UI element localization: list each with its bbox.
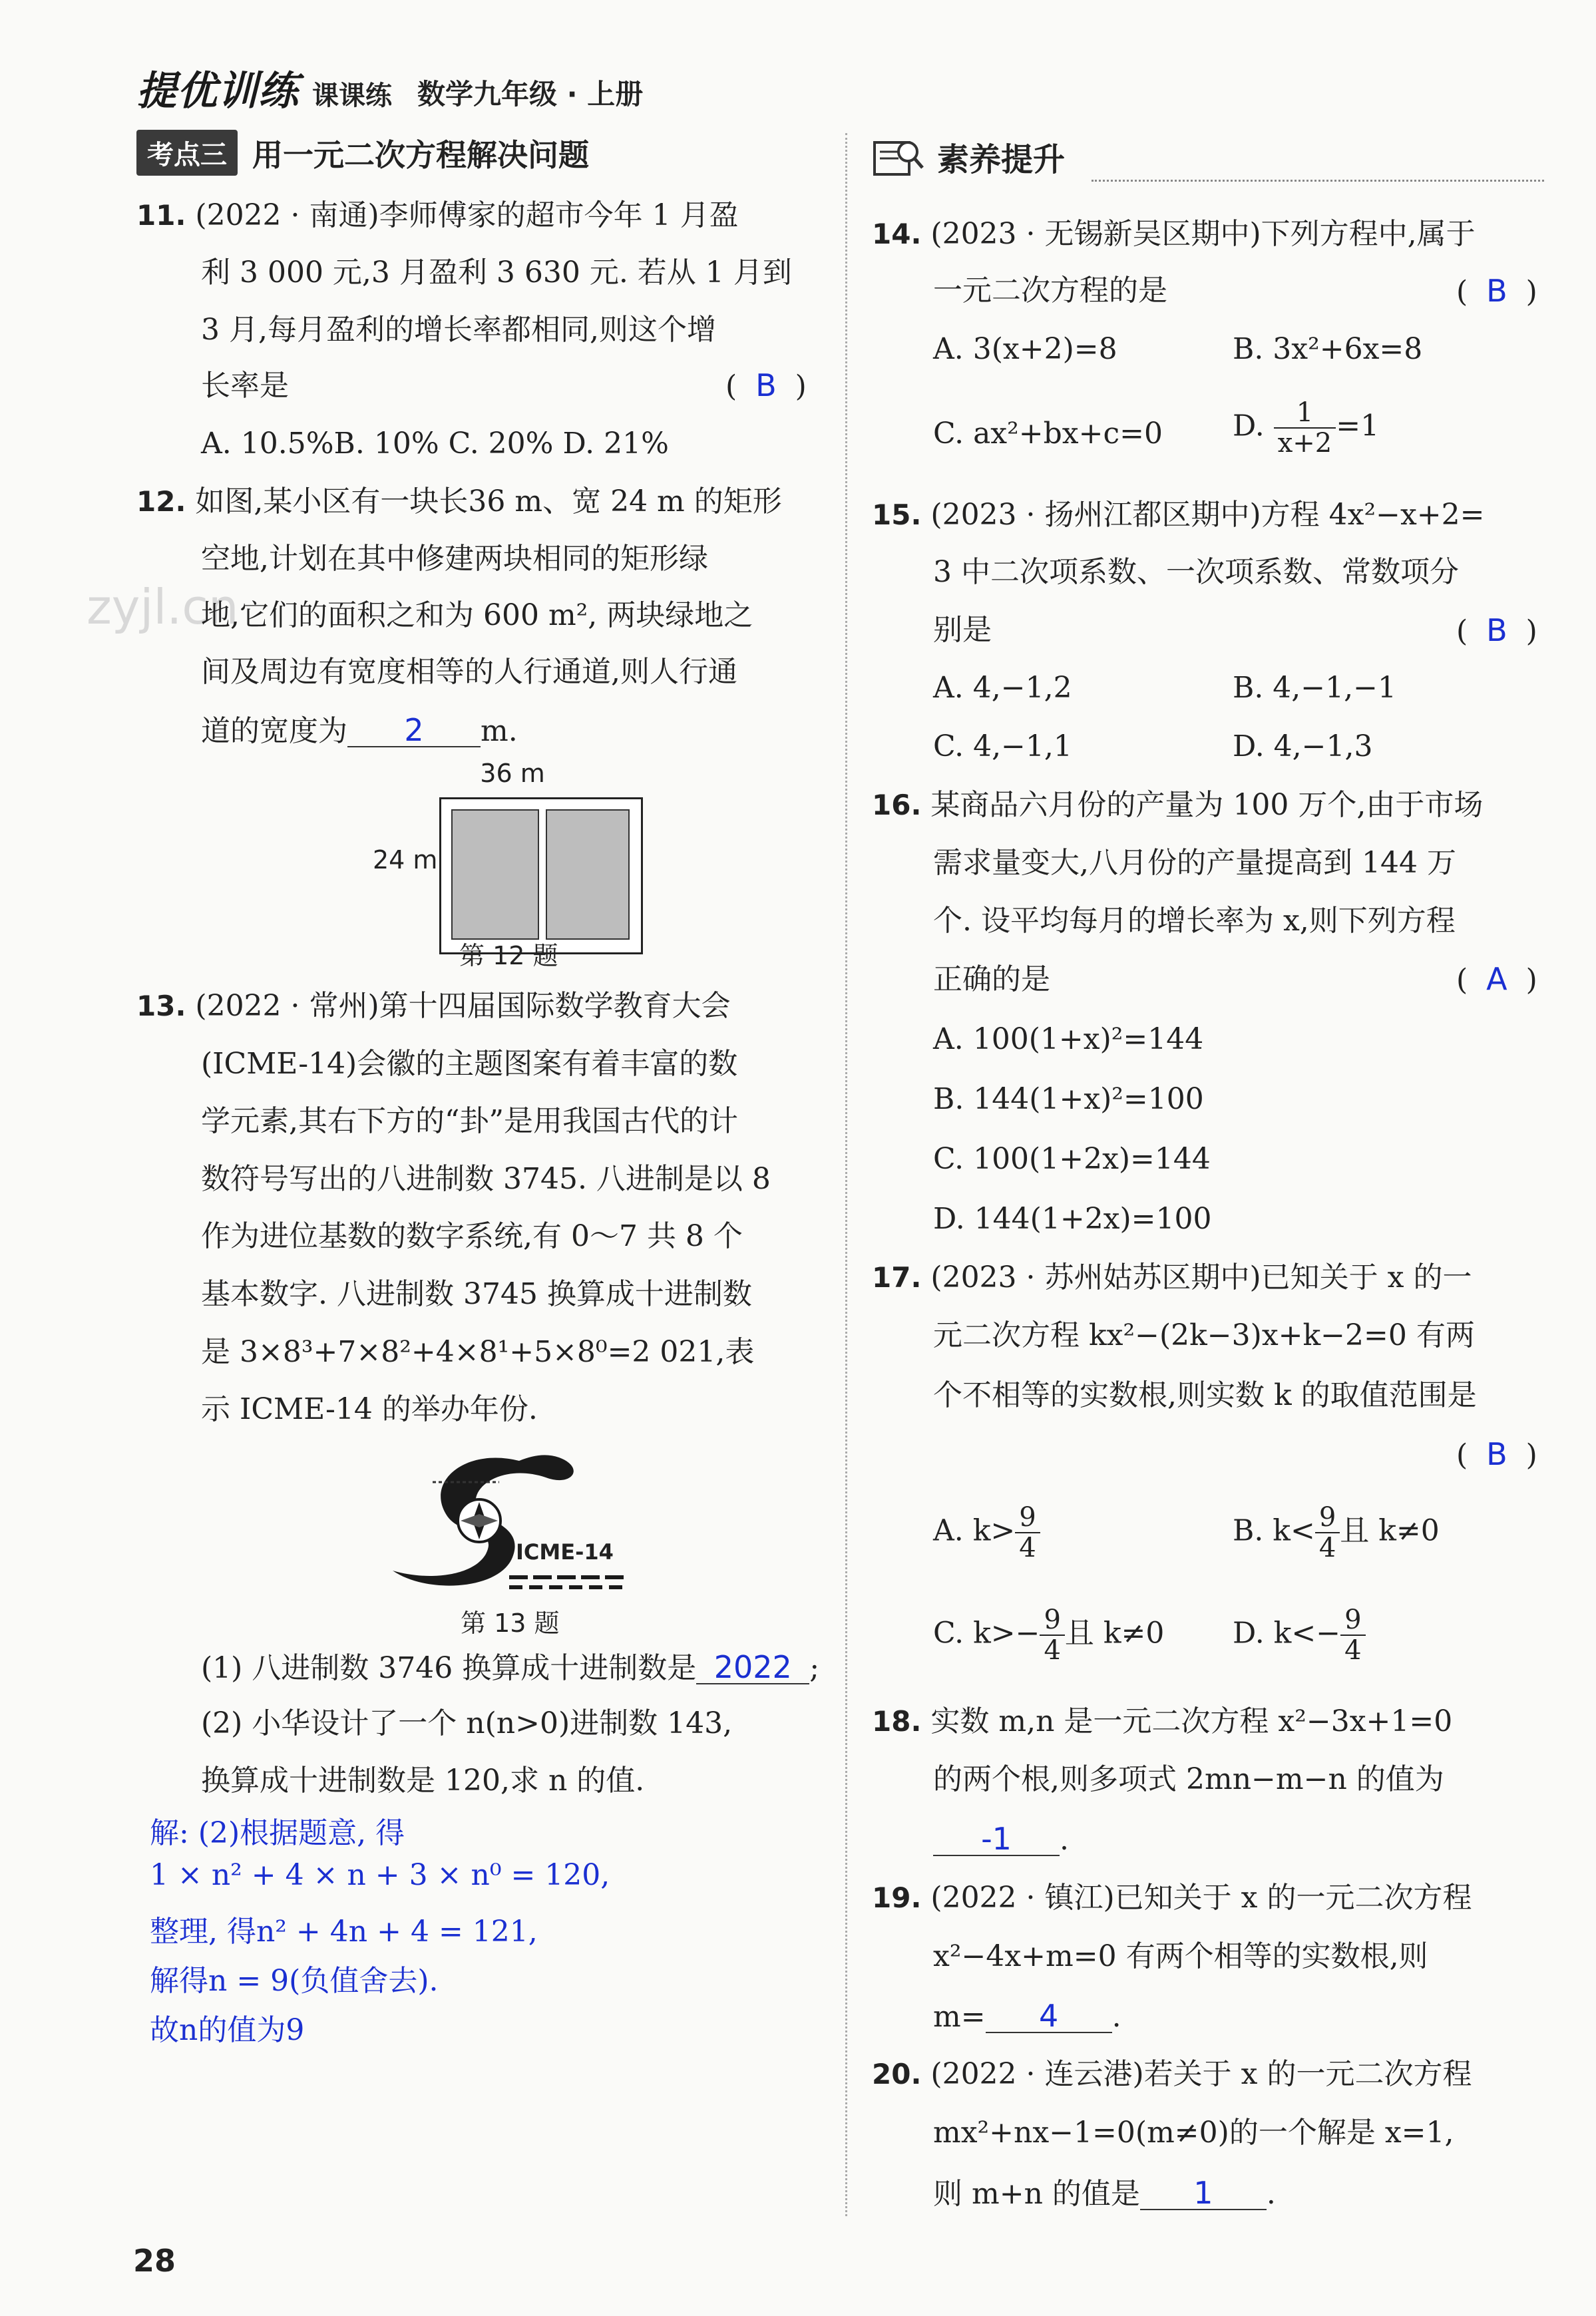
q15-line-2: 3 中二次项系数、一次项系数、常数项分 bbox=[933, 555, 1459, 589]
q11-answer: B bbox=[755, 367, 777, 403]
q12-line-4: 间及周边有宽度相等的人行通道,则人行通 bbox=[201, 655, 737, 689]
q19-line-1: 19. (2022 · 镇江)已知关于 x 的一元二次方程 bbox=[872, 1881, 1472, 1915]
section-heading bbox=[136, 130, 589, 176]
q20-answer: 1 bbox=[1193, 2175, 1213, 2211]
q17-option-a: A. k> $\frac{9}{4}$ bbox=[933, 1503, 1040, 1563]
q12-fig-label-length: 36 m bbox=[480, 759, 545, 788]
q17-answer-paren: ( B ) bbox=[1456, 1436, 1537, 1472]
q15-line-3: 别是 bbox=[933, 613, 992, 647]
q14-answer-paren: ( B ) bbox=[1456, 273, 1537, 309]
q13-line-2: (ICME-14)会徽的主题图案有着丰富的数 bbox=[201, 1047, 738, 1081]
q16-line-3: 个. 设平均每月的增长率为 x,则下列方程 bbox=[933, 904, 1456, 938]
q15-option-d: D. 4,−1,3 bbox=[1233, 729, 1373, 763]
q13-part1-answer: 2022 bbox=[713, 1649, 792, 1685]
q11-answer-paren: ( B ) bbox=[725, 367, 807, 403]
q19-answer: 4 bbox=[1038, 1998, 1059, 2034]
q13-solution-line-4: 解得n = 9(负值舍去). bbox=[150, 1964, 439, 1998]
q13-line-3: 学元素,其右下方的“卦”是用我国古代的计 bbox=[201, 1104, 738, 1138]
q16-option-b: B. 144(1+x)²=100 bbox=[933, 1082, 1204, 1116]
q13-line-4: 数符号写出的八进制数 3745. 八进制是以 8 bbox=[201, 1162, 771, 1196]
q11-line-2: 利 3 000 元,3 月盈利 3 630 元. 若从 1 月到 bbox=[201, 256, 792, 290]
q14-option-b: B. 3x²+6x=8 bbox=[1233, 332, 1423, 366]
q16-line-4: 正确的是 bbox=[933, 962, 1050, 996]
q15-answer: B bbox=[1486, 612, 1507, 648]
q16-answer: A bbox=[1486, 961, 1507, 997]
book-magnifier-icon bbox=[872, 133, 925, 180]
literacy-divider bbox=[1092, 180, 1544, 182]
q13-solution-line-3: 整理, 得n² + 4n + 4 = 121, bbox=[150, 1915, 538, 1949]
q13-line-8: 示 ICME-14 的举办年份. bbox=[201, 1392, 538, 1426]
q17-option-c: C. k>− $\frac{9}{4}$ 且 k≠0 bbox=[933, 1605, 1165, 1666]
icme14-logo-graphic bbox=[386, 1441, 639, 1594]
q14-option-d: D. $\frac{1}{x+2}$ =1 bbox=[1233, 397, 1380, 459]
q19-line-3: m= 4 . bbox=[933, 1998, 1121, 2034]
q13-solution-line-1: 解: (2)根据题意, 得 bbox=[150, 1816, 405, 1850]
series-name: 课课练 bbox=[312, 81, 392, 111]
q14-option-c: C. ax²+bx+c=0 bbox=[933, 417, 1163, 451]
q13-line-7: 是 3×8³+7×8²+4×8¹+5×8⁰=2 021,表 bbox=[201, 1335, 755, 1369]
brand-logo: 提优训练 bbox=[136, 68, 299, 114]
q15-option-c: C. 4,−1,1 bbox=[933, 729, 1072, 763]
q15-answer-paren: ( B ) bbox=[1456, 612, 1537, 648]
q12-green-plot-left bbox=[451, 809, 539, 940]
section-title: 用一元二次方程解决问题 bbox=[252, 136, 589, 173]
column-divider bbox=[845, 133, 847, 2216]
q11-line-4: 长率是 bbox=[201, 369, 289, 403]
q16-answer-paren: ( A ) bbox=[1456, 961, 1537, 997]
q20-line-1: 20. (2022 · 连云港)若关于 x 的一元二次方程 bbox=[872, 2057, 1472, 2091]
q16-option-c: C. 100(1+2x)=144 bbox=[933, 1142, 1211, 1176]
q16-option-a: A. 100(1+x)²=144 bbox=[933, 1022, 1204, 1056]
q12-line-2: 空地,计划在其中修建两块相同的矩形绿 bbox=[201, 542, 708, 576]
q12-line-3: 地,它们的面积之和为 600 m², 两块绿地之 bbox=[201, 598, 753, 632]
q18-answer: -1 bbox=[981, 1821, 1012, 1857]
q11-line-3: 3 月,每月盈利的增长率都相同,则这个增 bbox=[201, 313, 716, 347]
q17-option-d: D. k<− $\frac{9}{4}$ bbox=[1233, 1605, 1366, 1665]
q11-options: A. 10.5%B. 10% C. 20% D. 21% bbox=[201, 427, 669, 461]
q12-line-1: 12. 如图,某小区有一块长36 m、宽 24 m 的矩形 bbox=[136, 484, 782, 518]
q12-line-5: 道的宽度为 2 m. bbox=[201, 712, 518, 748]
q17-line-1: 17. (2023 · 苏州姑苏区期中)已知关于 x 的一 bbox=[872, 1260, 1472, 1294]
icme14-logo bbox=[386, 1441, 639, 1594]
q13-caption: 第 13 题 bbox=[461, 1609, 560, 1638]
q17-line-2: 元二次方程 kx²−(2k−3)x+k−2=0 有两 bbox=[933, 1318, 1475, 1352]
q13-solution-line-5: 故n的值为9 bbox=[150, 2013, 305, 2047]
q12-answer: 2 bbox=[404, 712, 424, 748]
q16-line-2: 需求量变大,八月份的产量提高到 144 万 bbox=[933, 846, 1456, 880]
q17-answer: B bbox=[1486, 1436, 1507, 1472]
q13-part-2a: (2) 小华设计了一个 n(n>0)进制数 143, bbox=[201, 1706, 733, 1740]
page-number: 28 bbox=[133, 2243, 176, 2279]
literacy-heading bbox=[872, 133, 1065, 180]
q14-line-2: 一元二次方程的是 bbox=[933, 274, 1167, 307]
q15-option-a: A. 4,−1,2 bbox=[933, 671, 1072, 705]
q16-line-1: 16. 某商品六月份的产量为 100 万个,由于市场 bbox=[872, 788, 1484, 822]
q12-caption: 第 12 题 bbox=[459, 941, 558, 970]
q13-solution-line-2: 1 × n² + 4 × n + 3 × n⁰ = 120, bbox=[150, 1858, 610, 1892]
q16-option-d: D. 144(1+2x)=100 bbox=[933, 1202, 1212, 1236]
q13-part-2b: 换算成十进制数是 120,求 n 的值. bbox=[201, 1764, 645, 1798]
q14-line-1: 14. (2023 · 无锡新吴区期中)下列方程中,属于 bbox=[872, 217, 1476, 251]
q12-fig-label-width: 24 m bbox=[373, 845, 438, 874]
q14-option-a: A. 3(x+2)=8 bbox=[933, 332, 1117, 366]
q12-green-plot-right bbox=[546, 809, 630, 940]
q13-part-1: (1) 八进制数 3746 换算成十进制数是 2022 ; bbox=[201, 1649, 820, 1685]
q15-line-1: 15. (2023 · 扬州江都区期中)方程 4x²−x+2= bbox=[872, 498, 1485, 532]
q20-line-2: mx²+nx−1=0(m≠0)的一个解是 x=1, bbox=[933, 2116, 1454, 2150]
q18-line-3: -1 . bbox=[933, 1824, 1069, 1856]
section-tag: 考点三 bbox=[136, 130, 238, 176]
q15-option-b: B. 4,−1,−1 bbox=[1233, 671, 1396, 705]
q17-option-b: B. k< $\frac{9}{4}$ 且 k≠0 bbox=[1233, 1502, 1440, 1563]
q20-line-3: 则 m+n 的值是 1 . bbox=[933, 2175, 1276, 2211]
q11-line-1: 11. (2022 · 南通)李师傅家的超市今年 1 月盈 bbox=[136, 198, 739, 232]
q13-line-1: 13. (2022 · 常州)第十四届国际数学教育大会 bbox=[136, 989, 731, 1023]
q19-line-2: x²−4x+m=0 有两个相等的实数根,则 bbox=[933, 1939, 1428, 1973]
literacy-title: 素养提升 bbox=[937, 140, 1066, 178]
q13-line-5: 作为进位基数的数字系统,有 0～7 共 8 个 bbox=[201, 1219, 743, 1253]
q17-line-3: 个不相等的实数根,则实数 k 的取值范围是 bbox=[933, 1378, 1477, 1412]
page-header bbox=[136, 63, 643, 116]
q18-line-2: 的两个根,则多项式 2mn−m−n 的值为 bbox=[933, 1762, 1444, 1796]
watermark: zyjl.cn bbox=[87, 579, 239, 635]
book-grade: 数学九年级 · 上册 bbox=[417, 78, 644, 110]
q13-line-6: 基本数字. 八进制数 3745 换算成十进制数 bbox=[201, 1277, 752, 1311]
q18-line-1: 18. 实数 m,n 是一元二次方程 x²−3x+1=0 bbox=[872, 1704, 1453, 1738]
q14-answer: B bbox=[1486, 273, 1507, 309]
icme14-logo-text: ICME-14 bbox=[516, 1539, 614, 1565]
